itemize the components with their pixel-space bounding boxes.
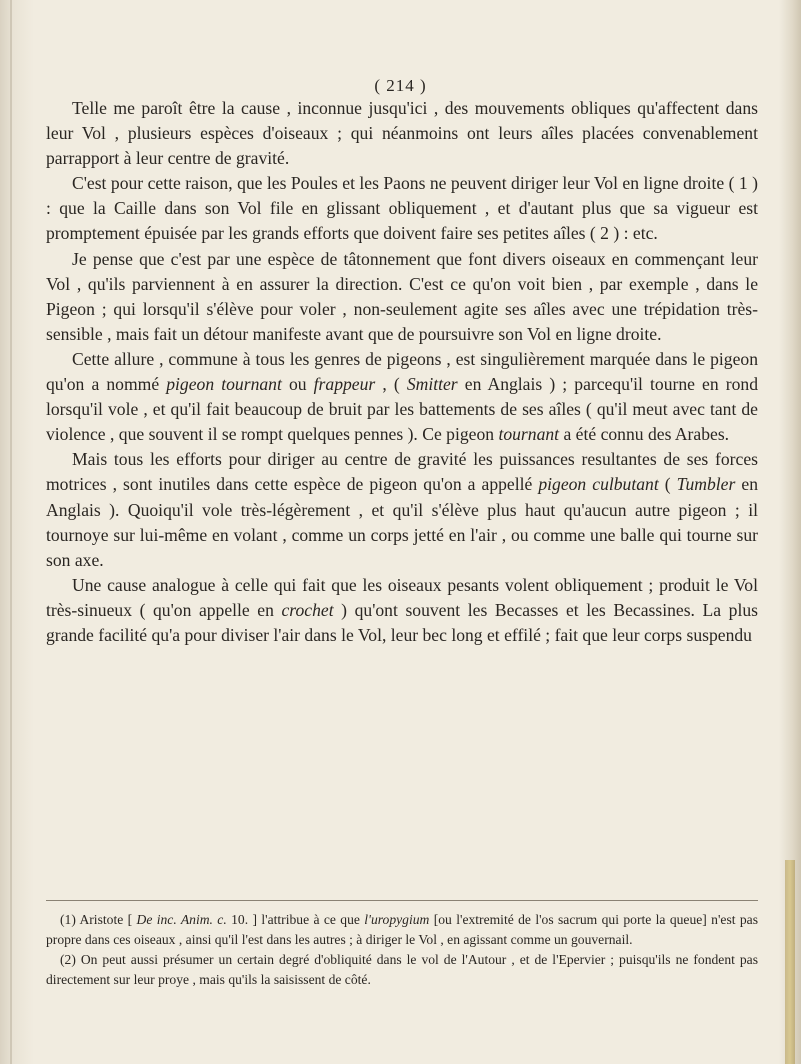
footnote-italic: De inc. Anim. c. bbox=[136, 912, 227, 927]
footnotes bbox=[46, 910, 758, 990]
paragraph-italic: tournant bbox=[498, 424, 560, 445]
paragraph-text: , ( bbox=[375, 374, 407, 395]
footnote bbox=[46, 950, 758, 990]
page-edge-stain bbox=[785, 860, 795, 1064]
paragraph-italic: pigeon tournant bbox=[166, 374, 282, 395]
footnote-text: 10. ] l'attribue à ce que bbox=[226, 912, 365, 927]
footnote-rule bbox=[46, 900, 758, 901]
paragraph bbox=[46, 347, 758, 447]
footnote-text: (2) On peut aussi présumer un certain degré d'obliquité dans le vol de l'Autour , et de l'Epervier ; puisqu'ils ne fondent pas directement sur leur proye , mais qu'ils la saisissent de côté. bbox=[46, 952, 758, 987]
paragraph bbox=[46, 171, 758, 246]
paragraph-text: C'est pour cette raison, que les Poules et les Paons ne peuvent diriger leur Vol en ligne droite ( 1 ) : que la Caille dans son Vol file en glissant obliquement , et d'autant plus que sa vigueur est promptement épuisée par les grands efforts que doivent faire ses petites aîles ( 2 ) : etc. bbox=[46, 173, 758, 244]
footnote-text: (1) Aristote [ bbox=[60, 912, 137, 927]
page-number: ( 214 ) bbox=[374, 76, 427, 95]
paragraph-text: en Anglais ) ; parcequ'il tourne en rond lorsqu'il vole , et qu'il fait beaucoup de bruit par les battements de ses aîles ( qu'il meut avec tant de violence , que souvent il se rompt quelques pennes ). Ce pigeon bbox=[46, 374, 759, 445]
paragraph-text: ) qu'ont souvent les Becasses et les Becassines. La plus grande facilité qu'a pour diviser l'air dans le Vol, leur bec long et effilé ; fait que leur corps suspendu bbox=[46, 599, 758, 645]
paragraph-text: a été connu des Arabes. bbox=[559, 424, 730, 445]
paragraph-italic: Tumbler bbox=[676, 474, 736, 495]
paragraph bbox=[46, 447, 758, 572]
paragraph-text: en Anglais ). Quoiqu'il vole très-légèrement , et qu'il s'élève plus haut qu'aucun autre pigeon ; il tournoye sur lui-même en volant , comme un corps jetté en l'air , ou comme une balle qui tourne sur son axe. bbox=[46, 474, 758, 570]
paragraph-text: Cette allure , commune à tous les genres de pigeons , est singulièrement marquée dans le pigeon qu'on a nommé bbox=[46, 348, 758, 395]
paragraph-text: Je pense que c'est par une espèce de tâtonnement que font divers oiseaux en commençant leur Vol , qu'ils parviennent à en assurer la direction. C'est ce qu'on voit bien , par exemple , dans le Pigeon ; qui lorsqu'il s'élève pour voler , non-seulement agite ses aîles avec une trépidation très-sensible , mais fait un détour manifeste avant que de poursuivre son Vol en ligne droite. bbox=[46, 248, 758, 344]
main-text bbox=[46, 96, 758, 648]
paragraph-italic: pigeon culbutant bbox=[538, 474, 659, 495]
footnote-text: [ou l'extremité de l'os sacrum qui porte la queue] n'est pas propre dans ces oiseaux , ainsi qu'il l'est dans les autres ; à diriger le Vol , en agissant comme un gouvernail. bbox=[46, 912, 758, 947]
paragraph-text: Mais tous les efforts pour diriger au centre de gravité les puissances resultantes de ses forces motrices , sont inutiles dans cette espèce de pigeon qu'on a appellé bbox=[46, 449, 758, 495]
paragraph-text: Une cause analogue à celle qui fait que les oiseaux pesants volent obliquement ; produit le Vol très-sinueux ( qu'on appelle en bbox=[46, 574, 758, 620]
paragraph-italic: frappeur bbox=[313, 374, 376, 395]
footnote-italic: l'uropygium bbox=[364, 912, 430, 927]
binding-edge bbox=[10, 0, 12, 1064]
footnote bbox=[46, 910, 758, 950]
paragraph-text: ou bbox=[281, 374, 314, 395]
page-left-shadow bbox=[0, 0, 34, 1064]
paragraph-text: Telle me paroît être la cause , inconnue jusqu'ici , des mouvements obliques qu'affectent dans leur Vol , plusieurs espèces d'oiseaux ; qui néanmoins ont leurs aîles placées convenablement parrapport à leur centre de gravité. bbox=[46, 98, 758, 169]
paragraph bbox=[46, 573, 758, 648]
paragraph-text: ( bbox=[658, 474, 677, 495]
paragraph-italic: Smitter bbox=[406, 374, 458, 395]
paragraph bbox=[46, 96, 758, 171]
paragraph bbox=[46, 247, 758, 347]
paragraph-italic: crochet bbox=[281, 599, 334, 620]
